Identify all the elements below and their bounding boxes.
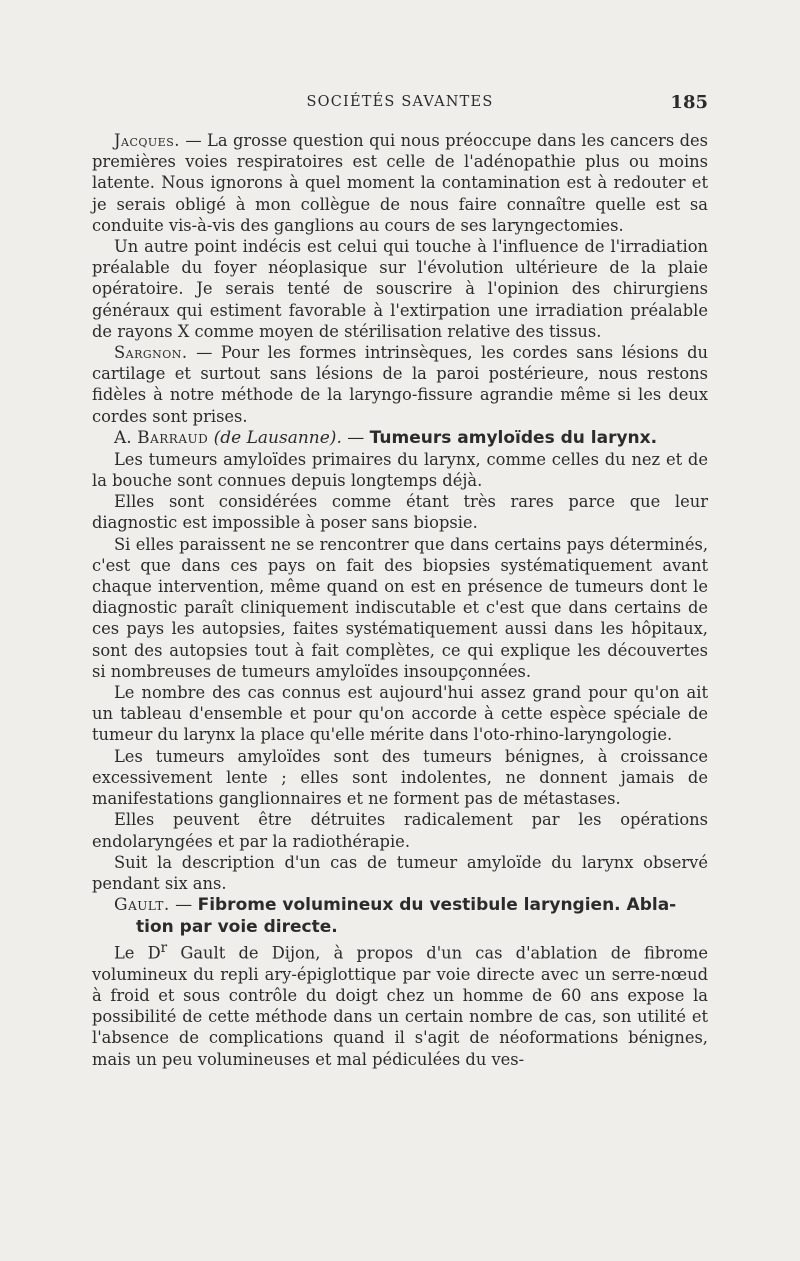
article-title: Fibrome volumineux du vestibule laryngien. Abla- (197, 895, 677, 916)
article-paragraph: Le nombre des cas connus est aujourd'hui assez grand pour qu'on ait un tableau d'ensemble et pour qu'on accorde à cette espèce spéciale de tumeur du larynx la place qu'elle mérite dans l'oto-rhino-laryngologie. (92, 683, 708, 745)
article-paragraph: Elles peuvent être détruites radicalement par les opérations endolaryngées et par la radiothérapie. (92, 810, 708, 851)
speaker-name: Jacques. (114, 131, 180, 150)
heading-dash: — (169, 895, 198, 916)
paragraph-text: — La grosse question qui nous préoccupe dans les cancers des premières voies respiratoires est celle de l'adénopathie plus ou moins latente. Nous ignorons à quel moment la contamination est à redouter et je serais obligé à mon collègue de nous faire connaître quelle est sa conduite vis-à-vis des ganglions au cours de ses laryngectomies. (92, 131, 708, 235)
superscript: r (160, 940, 168, 957)
article-paragraph: Les tumeurs amyloïdes sont des tumeurs bénignes, à croissance excessivement lente ; elles sont indolentes, ne donnent jamais de manifestations ganglionnaires et ne forment pas de métastases. (92, 746, 708, 809)
article-heading (92, 894, 708, 938)
article-paragraph: Elles sont considérées comme étant très rares parce que leur diagnostic est impossible à poser sans biopsie. (92, 492, 708, 533)
article-heading (92, 427, 708, 449)
page-body (92, 130, 708, 1070)
paragraph-text: — Pour les formes intrinsèques, les cordes sans lésions du cartilage et surtout sans lésions de la paroi postérieure, nous restons fidèles à notre méthode de la laryngo-fissure agrandie même si les deux cordes sont prises. (92, 343, 708, 426)
discussion-paragraph (92, 130, 708, 236)
author-initial: A. (114, 427, 132, 448)
page-header (92, 92, 708, 116)
article-title-continuation: tion par voie directe. (136, 917, 338, 938)
heading-dash: — (341, 427, 370, 448)
author-name: Barraud (137, 427, 209, 448)
paragraph-text: Le D (114, 943, 161, 963)
article-paragraph: Si elles paraissent ne se rencontrer que dans certains pays déterminés, c'est que dans ces pays on fait des biopsies systématiquement avant chaque intervention, même quand on est en présence de tumeurs dont le diagnostic paraît cliniquement indiscutable et c'est que dans certains de ces pays les autopsies, faites systématiquement aussi dans les hôpitaux, sont des autopsies tout à fait complètes, ce qui explique les découvertes si nombreuses de tumeurs amyloïdes insoupçonnées. (92, 534, 708, 681)
discussion-paragraph (92, 342, 708, 427)
page-number: 185 (670, 92, 708, 113)
paragraph-text: Un autre point indécis est celui qui touche à l'influence de l'irradiation préalable du foyer néoplasique sur l'évolution ultérieure de la plaie opératoire. Je serais tenté de souscrire à l'opinion des chirurgiens généraux qui estiment favorable à l'extirpation une irradiation préalable de rayons X comme moyen de stérilisation relative des tissus. (92, 237, 708, 341)
discussion-paragraph (92, 236, 708, 342)
author-affiliation: (de Lausanne). (213, 427, 342, 448)
running-title: SOCIÉTÉS SAVANTES (306, 94, 494, 110)
paragraph-text: Gault de Dijon, à propos d'un cas d'ablation de fibrome volumineux du repli ary-épiglottique par voie directe avec un serre-nœud à froid et sous contrôle du doigt chez un homme de 60 ans expose la possibilité de cette méthode dans un certain nombre de cas, son utilité et l'absence de complications quand il s'agit de néoformations bénignes, mais un peu volumineuses et mal pédiculées du ves- (92, 943, 708, 1069)
article-title: Tumeurs amyloïdes du larynx. (369, 427, 658, 448)
article-paragraph: Les tumeurs amyloïdes primaires du larynx, comme celles du nez et de la bouche sont connues depuis longtemps déjà. (92, 449, 708, 491)
article-paragraph (92, 938, 708, 1070)
article-paragraph: Suit la description d'un cas de tumeur amyloïde du larynx observé pendant six ans. (92, 852, 708, 893)
author-name: Gault. (114, 895, 170, 916)
speaker-name: Sargnon. (114, 343, 188, 363)
